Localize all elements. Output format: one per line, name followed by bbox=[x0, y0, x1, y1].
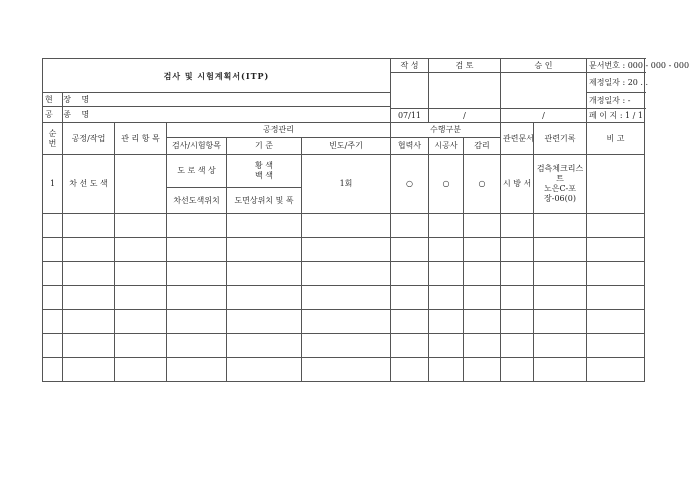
row-remarks bbox=[587, 155, 645, 214]
row-process: 차 선 도 색 bbox=[63, 155, 115, 214]
date-cell-3: / bbox=[501, 109, 587, 123]
author-signature-box bbox=[391, 73, 429, 109]
reviewer-header: 검 토 bbox=[429, 59, 501, 73]
row-inspection-item: 도 로 색 상 bbox=[167, 155, 227, 188]
table-row bbox=[43, 262, 645, 286]
table-row bbox=[43, 310, 645, 334]
site-name-value bbox=[63, 93, 391, 107]
header-partner: 협력사 bbox=[391, 138, 429, 155]
itp-form-table bbox=[42, 58, 689, 382]
header-rel-doc: 관련문서 bbox=[501, 123, 534, 155]
site-name-label: 현 장 명 bbox=[43, 93, 63, 107]
header-seq: 순 번 bbox=[43, 123, 63, 155]
revise-date-label: 개정일자 : - bbox=[587, 93, 645, 109]
table-row bbox=[43, 358, 645, 382]
header-inspection-item: 검사/시험항목 bbox=[167, 138, 227, 155]
header-process: 공정/작업 bbox=[63, 123, 115, 155]
table-row bbox=[43, 286, 645, 310]
row-mgmt-item bbox=[115, 155, 167, 214]
header-contractor: 시공사 bbox=[429, 138, 464, 155]
document-title: 검사 및 시험계획서(ITP) bbox=[43, 59, 391, 93]
table-row bbox=[43, 155, 645, 188]
row-partner-mark: ○ bbox=[391, 155, 429, 214]
table-row bbox=[43, 334, 645, 358]
reviewer-signature-box bbox=[429, 73, 501, 109]
work-name-value bbox=[63, 107, 391, 123]
row-standard: 도면상위치 및 폭 bbox=[227, 188, 302, 214]
row-rel-doc: 시 방 서 bbox=[501, 155, 534, 214]
row-frequency: 1회 bbox=[302, 155, 391, 214]
row-standard: 황 색 백 색 bbox=[227, 155, 302, 188]
header-exec-div: 수행구분 bbox=[391, 123, 501, 138]
header-mgmt-item: 관 리 항 목 bbox=[115, 123, 167, 155]
header-process-mgmt: 공정관리 bbox=[167, 123, 391, 138]
table-row bbox=[43, 238, 645, 262]
header-rel-record: 관련기록 bbox=[534, 123, 587, 155]
approver-signature-box bbox=[501, 73, 587, 109]
author-header: 작 성 bbox=[391, 59, 429, 73]
header-remarks: 비 고 bbox=[587, 123, 645, 155]
date-cell-2: / bbox=[429, 109, 501, 123]
row-rel-record: 검측체크리스트 노은C-포장-06(0) bbox=[534, 155, 587, 214]
row-supervision-mark: ○ bbox=[464, 155, 501, 214]
row-contractor-mark: ○ bbox=[429, 155, 464, 214]
enact-date-label: 제정일자 : 20 . . bbox=[587, 73, 645, 93]
header-supervision: 감리 bbox=[464, 138, 501, 155]
header-standard: 기 준 bbox=[227, 138, 302, 155]
date-cell-1: 07/11 bbox=[391, 109, 429, 123]
page-label: 페 이 지 : 1 / 1 bbox=[587, 109, 645, 123]
row-number: 1 bbox=[43, 155, 63, 214]
header-frequency: 빈도/주기 bbox=[302, 138, 391, 155]
row-inspection-item: 차선도색위치 bbox=[167, 188, 227, 214]
doc-number-label: 문서번호 : 000 - 000 - 000 bbox=[587, 59, 645, 73]
table-row bbox=[43, 214, 645, 238]
work-name-label: 공 종 명 bbox=[43, 107, 63, 123]
approver-header: 승 인 bbox=[501, 59, 587, 73]
